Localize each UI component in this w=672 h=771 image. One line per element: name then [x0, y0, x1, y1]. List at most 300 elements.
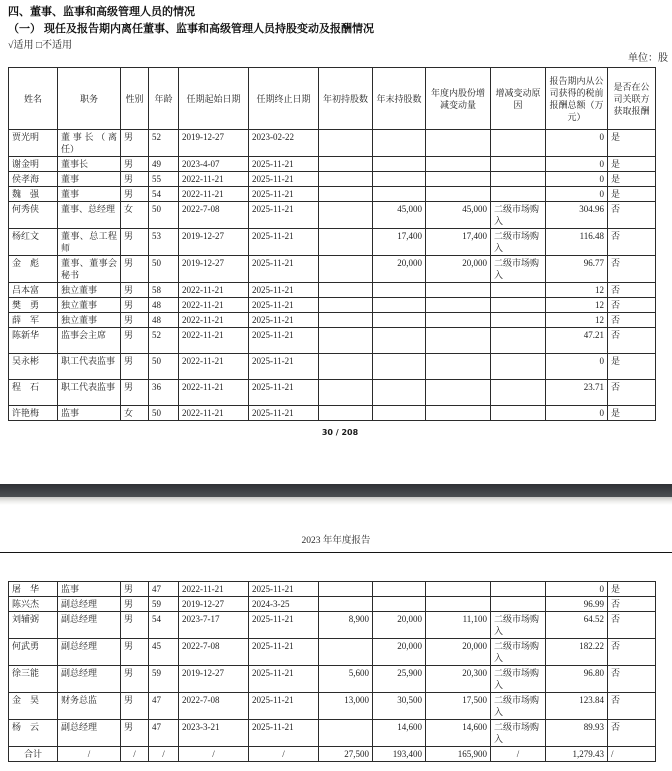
- table-cell: 116.48: [546, 229, 608, 256]
- table-cell: 96.80: [546, 666, 608, 693]
- table-cell: 20,000: [373, 256, 426, 283]
- table-cell: 否: [608, 313, 656, 328]
- table-cell: [426, 354, 491, 380]
- table-cell: [426, 298, 491, 313]
- table-cell: 0: [546, 354, 608, 380]
- table-cell: 独立董事: [58, 298, 121, 313]
- table-cell: 吕本富: [9, 283, 58, 298]
- table-cell: [319, 328, 373, 354]
- table-cell: /: [58, 747, 121, 762]
- table-cell: 2022-11-21: [179, 380, 249, 406]
- table-cell: 贾光明: [9, 130, 58, 157]
- table-cell: 否: [608, 639, 656, 666]
- table-cell: 14,600: [426, 720, 491, 747]
- table-cell: 副总经理: [58, 612, 121, 639]
- table-cell: /: [608, 747, 656, 762]
- column-header: 增减变动原因: [491, 68, 546, 130]
- column-header: 年度内股份增减变动量: [426, 68, 491, 130]
- table-row: [9, 328, 656, 354]
- table-cell: 否: [608, 298, 656, 313]
- table-cell: 2025-11-21: [249, 328, 319, 354]
- table-cell: 45,000: [426, 202, 491, 229]
- table-cell: 二级市场购入: [491, 612, 546, 639]
- table-cell: 否: [608, 720, 656, 747]
- table-cell: 是: [608, 187, 656, 202]
- table-cell: 男: [121, 298, 149, 313]
- table-cell: 否: [608, 229, 656, 256]
- table-cell: 2019-12-27: [179, 666, 249, 693]
- table-row: [9, 256, 656, 283]
- table-row: [9, 354, 656, 380]
- table-row: [9, 202, 656, 229]
- table-cell: 何武勇: [9, 639, 58, 666]
- table-cell: 47: [149, 582, 179, 597]
- table-cell: 25,900: [373, 666, 426, 693]
- table-cell: 2025-11-21: [249, 157, 319, 172]
- column-header: 姓名: [9, 68, 58, 130]
- table-cell: [319, 298, 373, 313]
- table-cell: 2025-11-21: [249, 283, 319, 298]
- table-cell: [319, 172, 373, 187]
- table-cell: [373, 597, 426, 612]
- table-cell: [491, 187, 546, 202]
- table-cell: 2025-11-21: [249, 187, 319, 202]
- table-cell: [373, 298, 426, 313]
- table-cell: 男: [121, 187, 149, 202]
- table-cell: 0: [546, 582, 608, 597]
- table-cell: 2025-11-21: [249, 298, 319, 313]
- table-cell: [426, 582, 491, 597]
- table-cell: 47: [149, 720, 179, 747]
- table-cell: 20,000: [426, 256, 491, 283]
- holdings-table-page2: [8, 581, 656, 762]
- table-cell: 50: [149, 406, 179, 421]
- table-cell: 男: [121, 130, 149, 157]
- table-cell: 165,900: [426, 747, 491, 762]
- table-cell: 独立董事: [58, 283, 121, 298]
- column-header: 是否在公司关联方获取报酬: [608, 68, 656, 130]
- report-header: 2023 年年度报告: [301, 536, 371, 546]
- table-cell: 64.52: [546, 612, 608, 639]
- table-cell: [426, 328, 491, 354]
- page-header-rule: [0, 552, 672, 553]
- table-row: [9, 283, 656, 298]
- table-cell: [491, 130, 546, 157]
- table-cell: 是: [608, 406, 656, 421]
- table-cell: [426, 283, 491, 298]
- table-wrap-page2: [0, 581, 672, 762]
- column-header: 年龄: [149, 68, 179, 130]
- table-cell: 董事长: [58, 157, 121, 172]
- table-cell: [319, 187, 373, 202]
- table-cell: 监事: [58, 582, 121, 597]
- table-cell: 2025-11-21: [249, 612, 319, 639]
- column-header: 职务: [58, 68, 121, 130]
- table-cell: [319, 354, 373, 380]
- table-cell: 12: [546, 283, 608, 298]
- table-cell: 否: [608, 693, 656, 720]
- table-cell: 男: [121, 283, 149, 298]
- table-cell: 男: [121, 693, 149, 720]
- table-cell: 男: [121, 229, 149, 256]
- subsection-title: （一） 现任及报告期内离任董事、监事和高级管理人员持股变动及报酬情况: [8, 23, 375, 35]
- table-cell: 12: [546, 298, 608, 313]
- table-cell: /: [249, 747, 319, 762]
- column-header: 任期终止日期: [249, 68, 319, 130]
- table-cell: 59: [149, 597, 179, 612]
- applicability-note: √适用 □不适用: [8, 40, 73, 51]
- table-cell: 合计: [9, 747, 58, 762]
- table-cell: 0: [546, 130, 608, 157]
- table-cell: [373, 172, 426, 187]
- table-cell: /: [491, 747, 546, 762]
- table-cell: [373, 380, 426, 406]
- table-cell: 2023-02-22: [249, 130, 319, 157]
- table-cell: 2023-3-21: [179, 720, 249, 747]
- table-cell: 副总经理: [58, 666, 121, 693]
- table-cell: 男: [121, 313, 149, 328]
- table-row: [9, 406, 656, 421]
- table-cell: 8,900: [319, 612, 373, 639]
- table-cell: [319, 597, 373, 612]
- table-cell: 30,500: [373, 693, 426, 720]
- table-cell: [426, 380, 491, 406]
- table-row: [9, 187, 656, 202]
- table-cell: 17,400: [426, 229, 491, 256]
- table-cell: 54: [149, 187, 179, 202]
- column-header: 性别: [121, 68, 149, 130]
- table-cell: 独立董事: [58, 313, 121, 328]
- table-cell: 2022-11-21: [179, 172, 249, 187]
- table-cell: 否: [608, 612, 656, 639]
- table-cell: 否: [608, 380, 656, 406]
- table-cell: 否: [608, 202, 656, 229]
- table-cell: [319, 720, 373, 747]
- table-cell: 屠 华: [9, 582, 58, 597]
- table-row: [9, 380, 656, 406]
- table-cell: [319, 582, 373, 597]
- table-cell: [491, 354, 546, 380]
- table-cell: 男: [121, 666, 149, 693]
- table-cell: 59: [149, 666, 179, 693]
- table-cell: 二级市场购入: [491, 720, 546, 747]
- table-cell: 男: [121, 354, 149, 380]
- table-cell: 是: [608, 130, 656, 157]
- table-cell: 54: [149, 612, 179, 639]
- table-cell: 14,600: [373, 720, 426, 747]
- table-cell: 魏 强: [9, 187, 58, 202]
- table-cell: /: [179, 747, 249, 762]
- table-cell: [491, 406, 546, 421]
- table-cell: 何秀侠: [9, 202, 58, 229]
- table-row: [9, 130, 656, 157]
- table-row: [9, 639, 656, 666]
- table-cell: 2022-11-21: [179, 187, 249, 202]
- table-cell: [319, 380, 373, 406]
- table-cell: 20,000: [373, 612, 426, 639]
- table-cell: 17,400: [373, 229, 426, 256]
- table-cell: 二级市场购入: [491, 229, 546, 256]
- table-cell: 304.96: [546, 202, 608, 229]
- table-cell: 男: [121, 582, 149, 597]
- table-cell: 2022-11-21: [179, 328, 249, 354]
- table-cell: /: [121, 747, 149, 762]
- table-row: [9, 597, 656, 612]
- table-cell: 刘辅弼: [9, 612, 58, 639]
- table-cell: 是: [608, 172, 656, 187]
- table-cell: 55: [149, 172, 179, 187]
- table-cell: [491, 172, 546, 187]
- table-cell: 2019-12-27: [179, 597, 249, 612]
- table-cell: 杨红文: [9, 229, 58, 256]
- table-cell: [426, 172, 491, 187]
- table-row: [9, 229, 656, 256]
- table-cell: [491, 298, 546, 313]
- table-cell: 17,500: [426, 693, 491, 720]
- table-cell: [373, 157, 426, 172]
- table-cell: 45: [149, 639, 179, 666]
- table-cell: 职工代表监事: [58, 354, 121, 380]
- table-cell: [491, 313, 546, 328]
- table-cell: [491, 157, 546, 172]
- column-header: 年末持股数: [373, 68, 426, 130]
- table-cell: 董事: [58, 172, 121, 187]
- table-cell: 0: [546, 172, 608, 187]
- table-row: [9, 157, 656, 172]
- table-cell: 监事: [58, 406, 121, 421]
- report-page-2: [0, 505, 672, 771]
- table-cell: 89.93: [546, 720, 608, 747]
- table-cell: [319, 313, 373, 328]
- table-cell: 2022-11-21: [179, 406, 249, 421]
- table-cell: 12: [546, 313, 608, 328]
- table-cell: [319, 130, 373, 157]
- table-cell: 2025-11-21: [249, 313, 319, 328]
- table-cell: 否: [608, 283, 656, 298]
- table-cell: 是: [608, 157, 656, 172]
- table-cell: 陈兴杰: [9, 597, 58, 612]
- table-header-row: [9, 68, 656, 130]
- table-cell: 吴永彬: [9, 354, 58, 380]
- table-cell: 男: [121, 597, 149, 612]
- table-cell: 2025-11-21: [249, 380, 319, 406]
- table-cell: 2025-11-21: [249, 256, 319, 283]
- page-separator-band: [0, 484, 672, 497]
- table-row: [9, 693, 656, 720]
- table-cell: [319, 157, 373, 172]
- table-cell: 金 彪: [9, 256, 58, 283]
- table-cell: [426, 313, 491, 328]
- table-cell: 董事、董事会秘书: [58, 256, 121, 283]
- table-cell: 是: [608, 582, 656, 597]
- table-cell: 2025-11-21: [249, 229, 319, 256]
- table-cell: 侯孝海: [9, 172, 58, 187]
- table-cell: 2022-11-21: [179, 582, 249, 597]
- table-cell: 是: [608, 354, 656, 380]
- table-cell: [491, 283, 546, 298]
- table-cell: 男: [121, 157, 149, 172]
- table-cell: 1,279.43: [546, 747, 608, 762]
- table-cell: 男: [121, 720, 149, 747]
- table-cell: 董事长（离任）: [58, 130, 121, 157]
- table-cell: [491, 582, 546, 597]
- table-cell: 96.77: [546, 256, 608, 283]
- table-cell: 2025-11-21: [249, 639, 319, 666]
- table-cell: 徐三能: [9, 666, 58, 693]
- table-cell: [426, 597, 491, 612]
- table-cell: 20,300: [426, 666, 491, 693]
- page-number: 30 / 208: [321, 428, 359, 437]
- table-cell: 女: [121, 406, 149, 421]
- table-cell: 2022-11-21: [179, 283, 249, 298]
- table-cell: 0: [546, 406, 608, 421]
- table-cell: 陈新华: [9, 328, 58, 354]
- table-total-row: [9, 747, 656, 762]
- table-cell: 男: [121, 639, 149, 666]
- table-cell: 二级市场购入: [491, 666, 546, 693]
- table-cell: [373, 130, 426, 157]
- table-cell: 杨 云: [9, 720, 58, 747]
- table-cell: 96.99: [546, 597, 608, 612]
- table-cell: 男: [121, 328, 149, 354]
- table-cell: 36: [149, 380, 179, 406]
- table-cell: 20,000: [373, 639, 426, 666]
- table-cell: 50: [149, 202, 179, 229]
- table-cell: 52: [149, 130, 179, 157]
- table-cell: 副总经理: [58, 639, 121, 666]
- unit-label: 单位：股: [628, 53, 668, 64]
- table-cell: 52: [149, 328, 179, 354]
- table-cell: 程 石: [9, 380, 58, 406]
- table-cell: 董事: [58, 187, 121, 202]
- table-cell: 2022-11-21: [179, 298, 249, 313]
- table-cell: [426, 406, 491, 421]
- table-cell: 二级市场购入: [491, 202, 546, 229]
- table-row: [9, 172, 656, 187]
- table-cell: 0: [546, 157, 608, 172]
- column-header: 报告期内从公司获得的税前报酬总额（万元）: [546, 68, 608, 130]
- table-cell: 副总经理: [58, 720, 121, 747]
- section-title: 四、董事、监事和高级管理人员的情况: [8, 6, 195, 18]
- table-cell: 48: [149, 313, 179, 328]
- table-cell: 53: [149, 229, 179, 256]
- table-cell: [491, 328, 546, 354]
- table-row: [9, 720, 656, 747]
- table-cell: 二级市场购入: [491, 256, 546, 283]
- table-cell: 2019-12-27: [179, 229, 249, 256]
- table-cell: 2022-11-21: [179, 354, 249, 380]
- table-cell: 否: [608, 666, 656, 693]
- table-cell: 11,100: [426, 612, 491, 639]
- table-cell: 2022-7-08: [179, 202, 249, 229]
- table-cell: 45,000: [373, 202, 426, 229]
- table-cell: [319, 202, 373, 229]
- table-cell: [373, 354, 426, 380]
- table-cell: 182.22: [546, 639, 608, 666]
- table-cell: 2025-11-21: [249, 666, 319, 693]
- table-cell: [319, 283, 373, 298]
- table-cell: 监事会主席: [58, 328, 121, 354]
- page-separator-shadow: [0, 497, 672, 505]
- table-cell: 否: [608, 256, 656, 283]
- table-cell: 2022-11-21: [179, 313, 249, 328]
- table-cell: 董事、总工程师: [58, 229, 121, 256]
- table-cell: [319, 639, 373, 666]
- table-cell: 2025-11-21: [249, 582, 319, 597]
- table-cell: [426, 130, 491, 157]
- table-cell: 否: [608, 328, 656, 354]
- table-cell: 职工代表监事: [58, 380, 121, 406]
- table-cell: 193,400: [373, 747, 426, 762]
- table-cell: 48: [149, 298, 179, 313]
- table-cell: 金 昊: [9, 693, 58, 720]
- table-cell: 薛 军: [9, 313, 58, 328]
- table-cell: 27,500: [319, 747, 373, 762]
- table-cell: 董事、总经理: [58, 202, 121, 229]
- table-cell: 23.71: [546, 380, 608, 406]
- table-cell: 2025-11-21: [249, 202, 319, 229]
- table-cell: [373, 313, 426, 328]
- table-cell: 男: [121, 612, 149, 639]
- table-cell: 谢金明: [9, 157, 58, 172]
- table-cell: 2019-12-27: [179, 256, 249, 283]
- table-cell: [426, 157, 491, 172]
- table-cell: 2023-4-07: [179, 157, 249, 172]
- table-cell: 50: [149, 256, 179, 283]
- table-cell: 财务总监: [58, 693, 121, 720]
- table-row: [9, 612, 656, 639]
- table-cell: 樊 勇: [9, 298, 58, 313]
- table-cell: [373, 328, 426, 354]
- table-cell: [373, 187, 426, 202]
- table-cell: 男: [121, 256, 149, 283]
- table-cell: 5,600: [319, 666, 373, 693]
- column-header: 年初持股数: [319, 68, 373, 130]
- table-cell: 2025-11-21: [249, 172, 319, 187]
- table-cell: 2023-7-17: [179, 612, 249, 639]
- column-header: 任期起始日期: [179, 68, 249, 130]
- holdings-table-page1: [8, 67, 656, 421]
- table-cell: 123.84: [546, 693, 608, 720]
- table-cell: 13,000: [319, 693, 373, 720]
- table-cell: [319, 406, 373, 421]
- table-cell: 2025-11-21: [249, 406, 319, 421]
- table-cell: 50: [149, 354, 179, 380]
- table-cell: 0: [546, 187, 608, 202]
- table-cell: [373, 406, 426, 421]
- table-cell: 2025-11-21: [249, 354, 319, 380]
- table-cell: [373, 283, 426, 298]
- table-cell: 男: [121, 380, 149, 406]
- table-cell: 女: [121, 202, 149, 229]
- table-cell: [373, 582, 426, 597]
- table-cell: [319, 256, 373, 283]
- table-cell: 47.21: [546, 328, 608, 354]
- table-cell: 副总经理: [58, 597, 121, 612]
- table-cell: 许艳梅: [9, 406, 58, 421]
- table-cell: 47: [149, 693, 179, 720]
- table-cell: 男: [121, 172, 149, 187]
- table-cell: 58: [149, 283, 179, 298]
- table-cell: 二级市场购入: [491, 639, 546, 666]
- table-cell: [491, 597, 546, 612]
- table-cell: 2025-11-21: [249, 693, 319, 720]
- table-cell: 2022-7-08: [179, 639, 249, 666]
- table-cell: [319, 229, 373, 256]
- table-cell: 2019-12-27: [179, 130, 249, 157]
- table-cell: 20,000: [426, 639, 491, 666]
- table-row: [9, 666, 656, 693]
